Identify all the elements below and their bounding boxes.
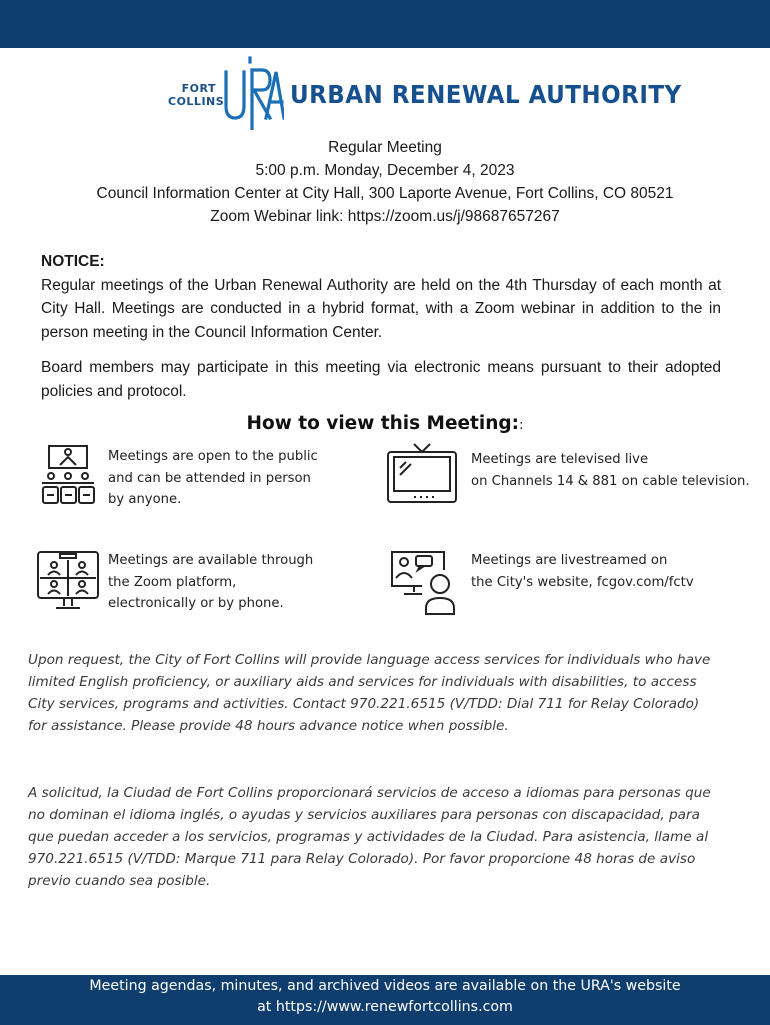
footer-banner [0, 975, 770, 1025]
meeting-location: Council Information Center at City Hall, 300 Laporte Avenue, Fort Collins, CO 80521 [96, 185, 674, 202]
footer-website-link[interactable]: at https://www.renewfortcollins.com [257, 999, 513, 1015]
meeting-header [0, 136, 770, 228]
television-icon [386, 442, 458, 504]
logo-wordmark: URBAN RENEWAL AUTHORITY [290, 80, 682, 109]
logo-collins-text: COLLINS [168, 95, 225, 108]
livestream-description: Meetings are livestreamed on the City's website, fcgov.com/fctv [471, 553, 694, 590]
zoom-link[interactable]: Zoom Webinar link: https://zoom.us/j/98687657267 [210, 208, 560, 225]
how-to-view-heading: How to view this Meeting:: [246, 413, 524, 434]
logo-city-name [168, 82, 225, 108]
notice-section [41, 250, 721, 403]
zoom-grid-icon [36, 550, 100, 612]
logo-fort-text: FORT [181, 82, 216, 95]
zoom-description: Meetings are available through the Zoom platform, electronically or by phone. [108, 553, 314, 611]
footer-line-1: Meeting agendas, minutes, and archived videos are available on the URA's website [89, 978, 681, 994]
television-description: Meetings are televised live on Channels 14 & 881 on cable television. [471, 452, 750, 489]
in-person-meeting-icon [40, 443, 96, 507]
in-person-description: Meetings are open to the public and can be attended in person by anyone. [108, 449, 318, 507]
meeting-time: 5:00 p.m. Monday, December 4, 2023 [255, 162, 515, 179]
notice-paragraph-1: Regular meetings of the Urban Renewal Authority are held on the 4th Thursday of each month at City Hall. Meetings are conducted in a hybrid format, with a Zoom webinar in addition to the in person meeting in the Council Information Center. [41, 276, 721, 341]
accessibility-notice-english: Upon request, the City of Fort Collins will provide language access services for individuals who have limited English proficiency, or auxiliary aids and services for individuals with disabilities, to access City services, programs and activities. Contact 970.221.6515 (V/TDD: Dial 711 for Relay Colorado) for assistance. Please provide 48 hours advance notice when possible. [28, 652, 711, 734]
ura-monogram-icon [220, 56, 284, 130]
notice-title: NOTICE: [41, 253, 105, 270]
livestream-icon [388, 548, 458, 616]
top-banner [0, 0, 770, 48]
meeting-type: Regular Meeting [328, 139, 442, 156]
notice-paragraph-2: Board members may participate in this meeting via electronic means pursuant to their adopted policies and protocol. [41, 359, 721, 400]
accessibility-notice-spanish: A solicitud, la Ciudad de Fort Collins proporcionará servicios de acceso a idiomas para personas que no dominan el idioma inglés, o ayudas y servicios auxiliares para personas con discapacidad, para que puedan acceder a los servicios, programas y actividades de la Ciudad. Para asistencia, llame al 970.221.6515 (V/TDD: Marque 711 para Relay Colorado). Por favor proporcione 48 horas de aviso previo cuando sea posible. [28, 785, 711, 889]
ura-logo [168, 56, 682, 132]
